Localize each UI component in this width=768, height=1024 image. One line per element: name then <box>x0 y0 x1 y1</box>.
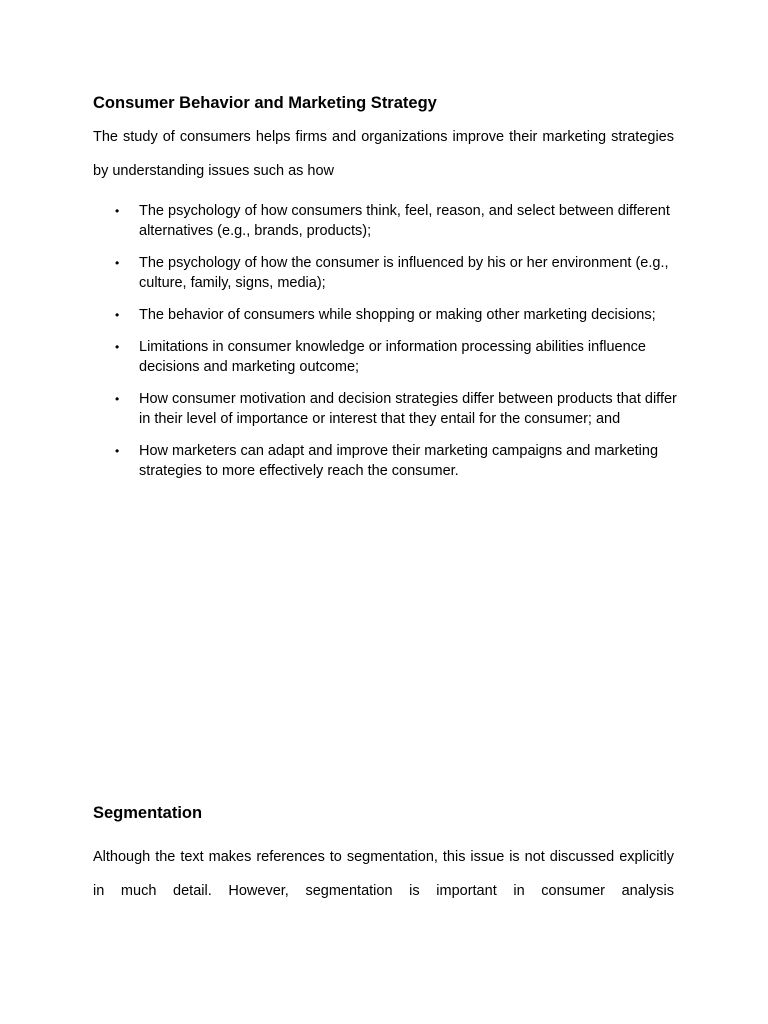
bullet-icon: • <box>115 392 120 406</box>
list-item <box>93 337 683 377</box>
bullet-icon: • <box>115 204 120 218</box>
bullet-icon: • <box>115 340 120 354</box>
section-heading-consumer-behavior: Consumer Behavior and Marketing Strategy <box>93 94 437 112</box>
bullet-icon: • <box>115 256 120 270</box>
segmentation-paragraph: Although the text makes references to segmentation, this issue is not discussed explicitly in much detail. However, segmentation is important in consumer analysis <box>93 849 674 899</box>
intro-paragraph: The study of consumers helps firms and organizations improve their marketing strategies by understanding issues such as how <box>93 129 674 179</box>
list-item-text: The behavior of consumers while shopping or making other marketing decisions; <box>139 307 656 323</box>
list-item <box>93 441 683 481</box>
section-heading-segmentation: Segmentation <box>93 804 203 822</box>
list-item-text: Limitations in consumer knowledge or information processing abilities influence decisions and marketing outcome; <box>139 339 646 375</box>
list-item-text: The psychology of how the consumer is influenced by his or her environment (e.g., culture, family, signs, media); <box>139 255 669 291</box>
list-item-text: How consumer motivation and decision strategies differ between products that differ in their level of importance or interest that they entail for the consumer; and <box>139 391 677 427</box>
list-item <box>93 253 683 293</box>
bullet-icon: • <box>115 308 120 322</box>
list-item <box>93 201 683 241</box>
bullet-list <box>93 201 683 493</box>
list-item-text: The psychology of how consumers think, feel, reason, and select between different alternatives (e.g., brands, products); <box>139 203 670 239</box>
list-item <box>93 305 683 325</box>
list-item-text: How marketers can adapt and improve their marketing campaigns and marketing strategies to more effectively reach the consumer. <box>139 443 659 479</box>
bullet-icon: • <box>115 444 120 458</box>
list-item <box>93 389 683 429</box>
